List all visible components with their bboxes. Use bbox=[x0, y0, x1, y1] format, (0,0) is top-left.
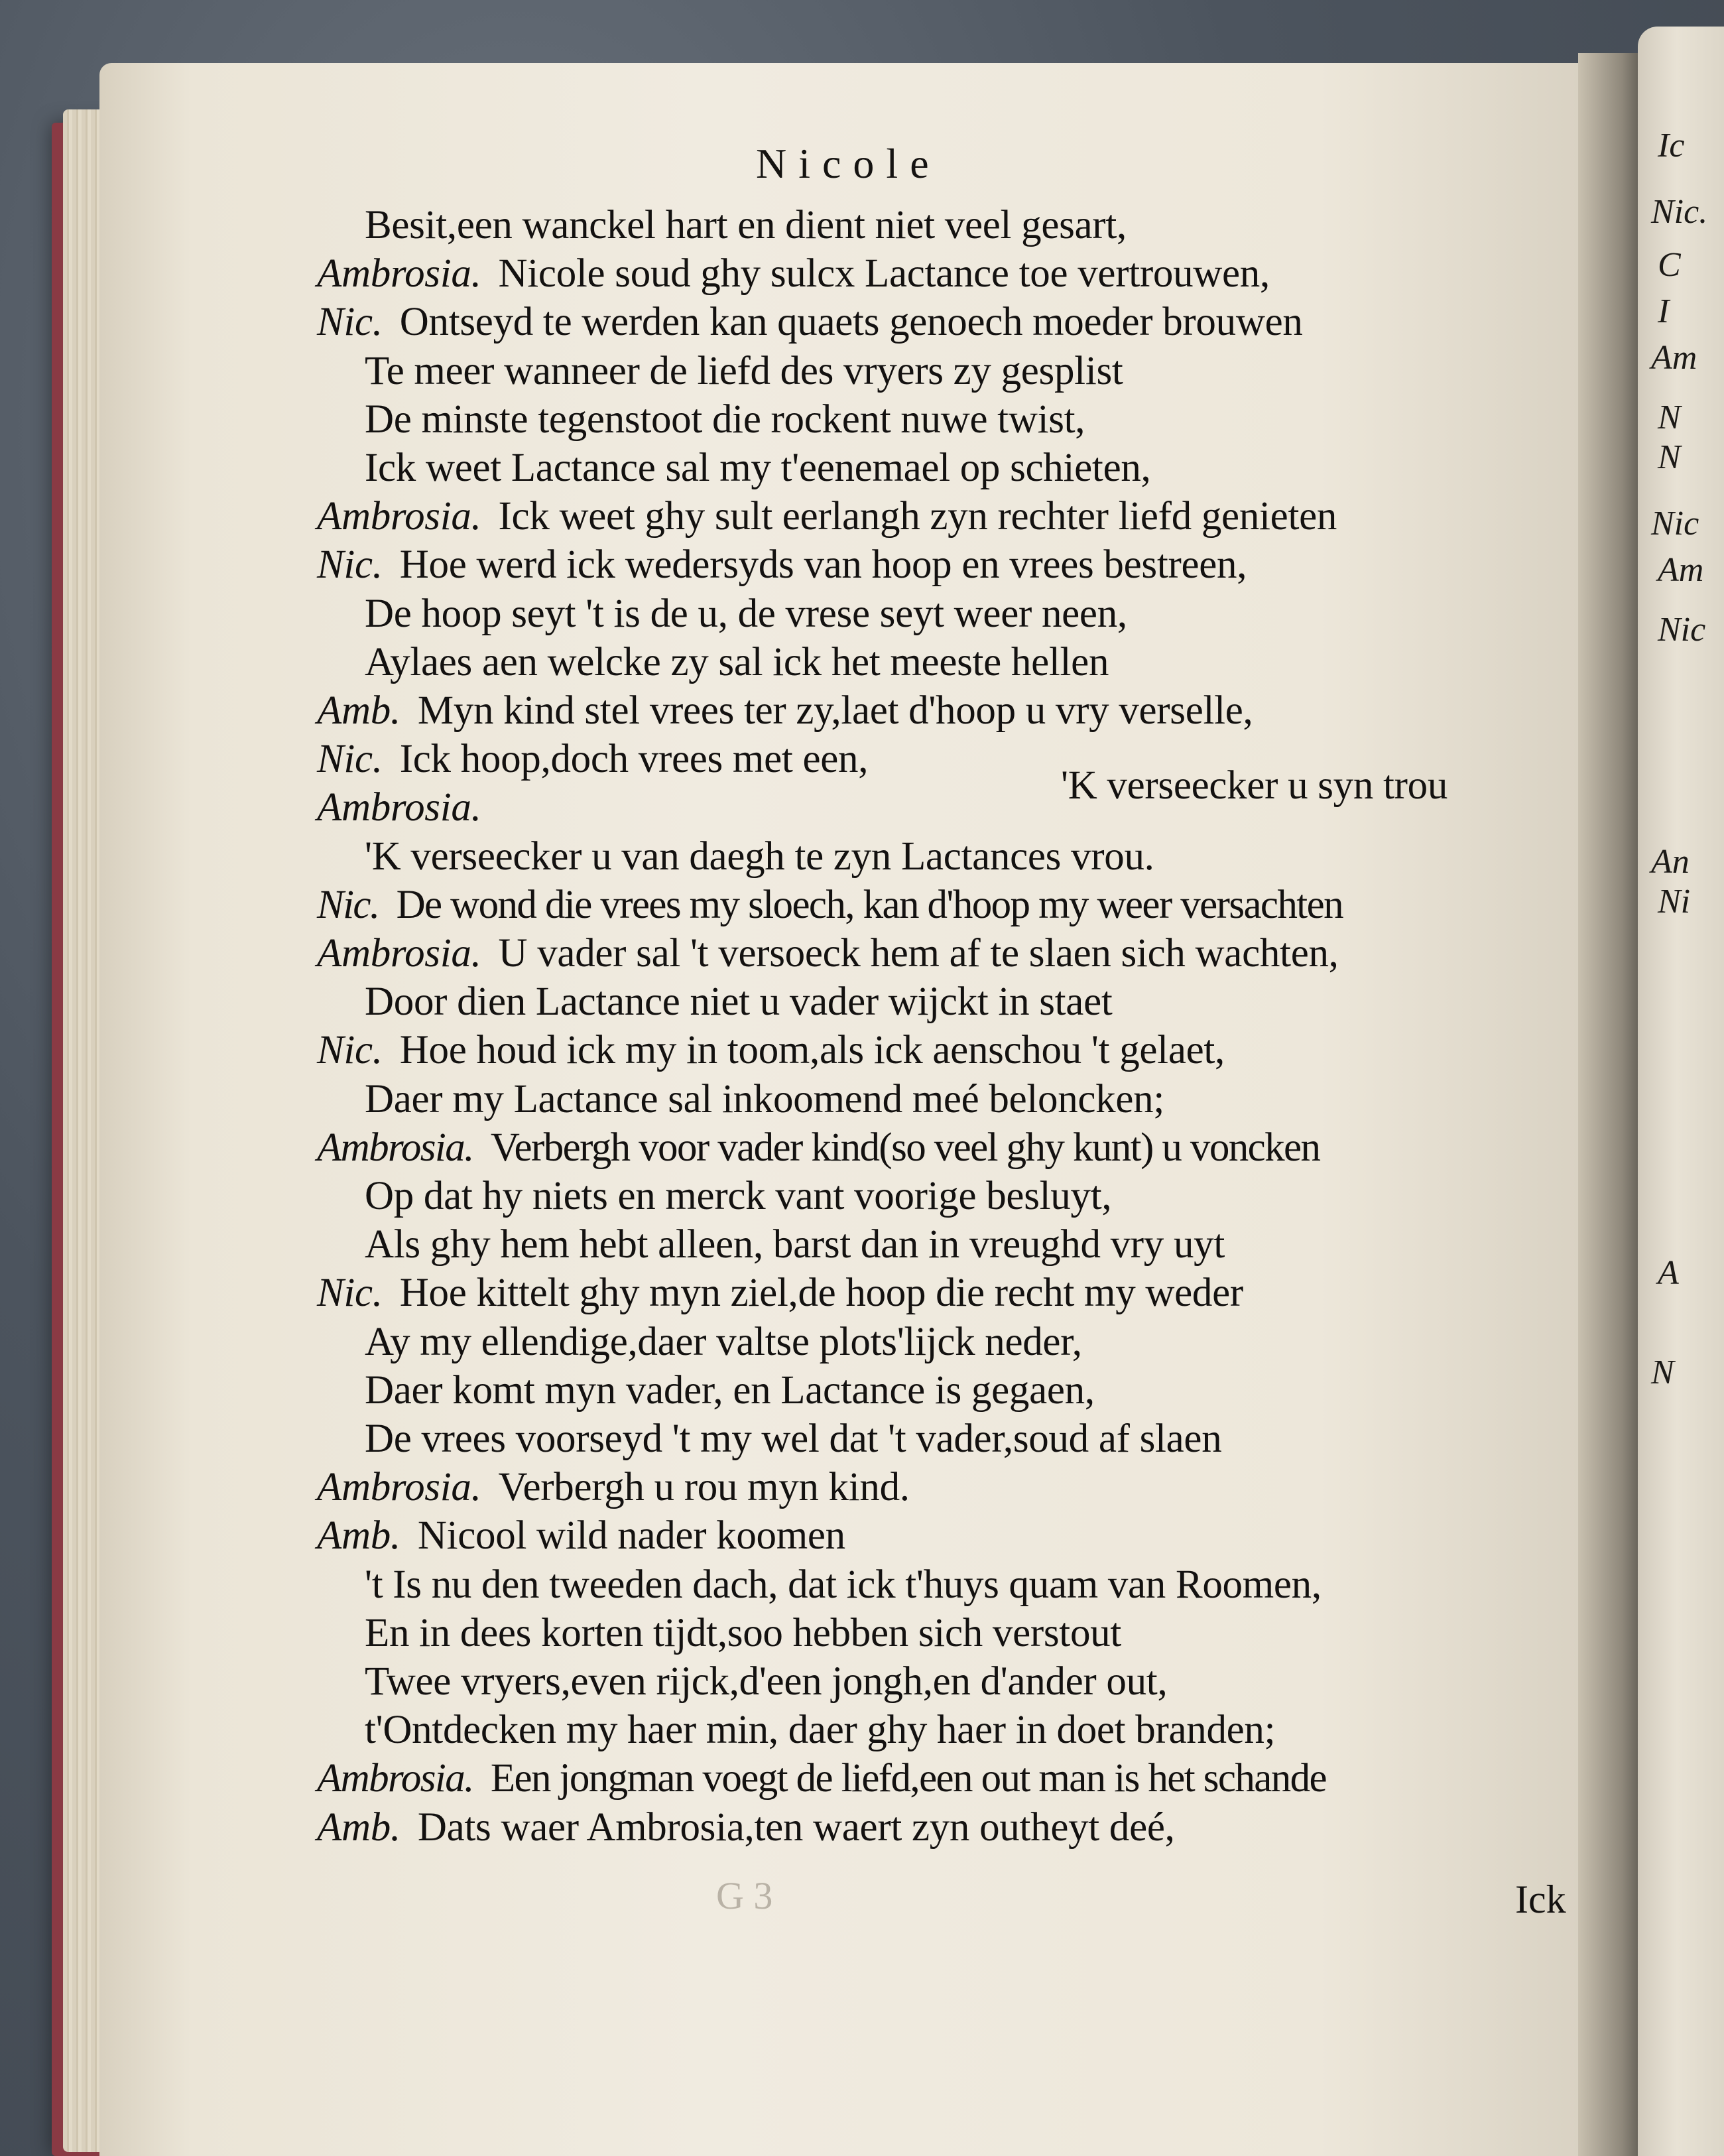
verse-line bbox=[317, 1805, 1175, 1851]
verse-line bbox=[317, 1464, 910, 1511]
verse-line bbox=[365, 397, 1085, 443]
verse-text: Ick hoop,doch vrees met een, bbox=[399, 737, 869, 782]
speaker-name: Ambrosia. bbox=[317, 1756, 473, 1801]
verse-line bbox=[317, 493, 1337, 540]
verse-line bbox=[365, 834, 1154, 880]
verse-line bbox=[317, 251, 1270, 297]
speaker-name: Nic. bbox=[317, 882, 379, 927]
verse-line bbox=[365, 591, 1127, 637]
verse-line bbox=[365, 1610, 1121, 1657]
verse-line bbox=[317, 882, 1343, 928]
verse-text: 't Is nu den tweeden dach, dat ick t'huys quam van Roomen, bbox=[365, 1562, 1322, 1607]
verse-text: Ick weet Lactance sal my t'eenemael op schieten, bbox=[365, 446, 1151, 490]
verse-text: De vrees voorseyd 't my wel dat 't vader,soud af slaen bbox=[365, 1417, 1222, 1461]
speaker-name: Amb. bbox=[317, 1805, 400, 1850]
facing-page-text: Am bbox=[1658, 551, 1704, 589]
verse-line bbox=[317, 1755, 1326, 1802]
verse-line bbox=[365, 1222, 1225, 1268]
verse-text: Ontseyd te werden kan quaets genoech moeder brouwen bbox=[399, 300, 1303, 345]
facing-page-text: Ni bbox=[1658, 883, 1691, 920]
verse-line bbox=[317, 736, 868, 783]
verse-text: Een jongman voegt de liefd,een out man is het schande bbox=[490, 1756, 1327, 1801]
speaker-name: Ambrosia. bbox=[317, 785, 481, 830]
speaker-name: Nic. bbox=[317, 542, 383, 588]
facing-page-text: N bbox=[1658, 438, 1681, 476]
verse-text: Door dien Lactance niet u vader wijckt in staet bbox=[365, 980, 1113, 1025]
verse-text: t'Ontdecken my haer min, daer ghy haer in doet branden; bbox=[365, 1708, 1276, 1753]
verse-text: De minste tegenstoot die rockent nuwe twist, bbox=[365, 397, 1085, 442]
facing-page-text: Nic. bbox=[1651, 193, 1708, 231]
verse-line bbox=[365, 445, 1151, 491]
verse-line bbox=[317, 1125, 1320, 1171]
verse-text: Nicole soud ghy sulcx Lactance toe vertrouwen, bbox=[498, 251, 1270, 296]
verse-text: Nicool wild nader koomen bbox=[417, 1513, 845, 1558]
verse-line bbox=[365, 1707, 1275, 1753]
verse-line bbox=[365, 1562, 1322, 1608]
verse-line bbox=[317, 1027, 1225, 1074]
verse-text: Daer my Lactance sal inkoomend meé beloncken; bbox=[365, 1076, 1164, 1121]
facing-page-text: C bbox=[1658, 246, 1681, 284]
speaker-name: Amb. bbox=[317, 1513, 400, 1558]
verse-text: De wond die vrees my sloech, kan d'hoop my weer versachten bbox=[396, 882, 1343, 927]
verse-text: Dats waer Ambrosia,ten waert zyn outheyt deé, bbox=[417, 1805, 1175, 1850]
verse-text: Te meer wanneer de liefd des vryers zy gesplist bbox=[365, 348, 1123, 393]
verse-line bbox=[365, 639, 1109, 686]
facing-page-text: N bbox=[1658, 399, 1681, 436]
verse-text: Twee vryers,even rijck,d'een jongh,en d'ander out, bbox=[365, 1659, 1168, 1704]
speaker-name: Nic. bbox=[317, 1028, 383, 1073]
facing-page-text: Am bbox=[1651, 339, 1697, 377]
verse-text: Hoe houd ick my in toom,als ick aenschou 't gelaet, bbox=[399, 1028, 1225, 1073]
running-header: Nicole bbox=[756, 140, 941, 187]
verse-text: Hoe werd ick wedersyds van hoop en vrees bestreen, bbox=[399, 542, 1247, 588]
verse-text: Hoe kittelt ghy myn ziel,de hoop die recht my weder bbox=[399, 1271, 1243, 1316]
verse-text: Besit,een wanckel hart en dient niet veel gesart, bbox=[365, 203, 1127, 247]
verse-line bbox=[365, 1659, 1167, 1705]
speaker-name: Ambrosia. bbox=[317, 1125, 473, 1170]
verse-text: U vader sal 't versoeck hem af te slaen sich wachten, bbox=[498, 931, 1339, 976]
verse-line bbox=[317, 785, 499, 831]
verse-line bbox=[317, 299, 1303, 346]
speaker-name: Ambrosia. bbox=[317, 494, 481, 539]
signature-mark: G 3 bbox=[716, 1874, 773, 1917]
verse-text: Myn kind stel vrees ter zy,laet d'hoop u vry verselle, bbox=[417, 688, 1253, 733]
verse-line bbox=[317, 688, 1253, 734]
speaker-name: Nic. bbox=[317, 1271, 383, 1316]
facing-page-text: Nic bbox=[1658, 611, 1706, 649]
verse-line bbox=[365, 348, 1123, 395]
verse-line bbox=[317, 930, 1339, 977]
verse-text: Aylaes aen welcke zy sal ick het meeste hellen bbox=[365, 639, 1109, 684]
speaker-name: Ambrosia. bbox=[317, 1465, 481, 1510]
verse-line bbox=[365, 1319, 1082, 1365]
facing-page-text: A bbox=[1658, 1254, 1679, 1292]
speaker-name: Nic. bbox=[317, 300, 383, 345]
facing-page-text: N bbox=[1651, 1354, 1674, 1391]
facing-page-text: Ic bbox=[1658, 127, 1685, 164]
verse-text: En in dees korten tijdt,soo hebben sich verstout bbox=[365, 1610, 1121, 1655]
speaker-name: Nic. bbox=[317, 737, 383, 782]
verse-text: 'K verseecker u van daegh te zyn Lactances vrou. bbox=[365, 834, 1154, 879]
verse-line-continuation: 'K verseecker u syn trou bbox=[1061, 763, 1448, 808]
verse-text: Verbergh u rou myn kind. bbox=[498, 1465, 910, 1510]
verse-line bbox=[365, 979, 1113, 1025]
verse-line bbox=[365, 1416, 1221, 1462]
speaker-name: Ambrosia. bbox=[317, 251, 481, 296]
verse-text: Ay my ellendige,daer valtse plots'lijck neder, bbox=[365, 1319, 1082, 1364]
speaker-name: Ambrosia. bbox=[317, 931, 481, 976]
facing-page-text: I bbox=[1658, 292, 1670, 330]
verse-text: Verbergh voor vader kind(so veel ghy kunt) u voncken bbox=[490, 1125, 1320, 1170]
verse-line bbox=[317, 542, 1247, 588]
catchword: Ick bbox=[1515, 1877, 1566, 1921]
verse-line bbox=[365, 202, 1127, 249]
verse-line bbox=[365, 1076, 1164, 1123]
verse-text: Op dat hy niets en merck vant voorige besluyt, bbox=[365, 1174, 1112, 1218]
verse-line bbox=[365, 1173, 1111, 1220]
verse-text: Als ghy hem hebt alleen, barst dan in vreughd vry uyt bbox=[365, 1222, 1225, 1267]
verse-line bbox=[317, 1270, 1243, 1316]
verse-line bbox=[365, 1367, 1095, 1414]
verse-line bbox=[317, 1513, 845, 1559]
speaker-name: Amb. bbox=[317, 688, 400, 733]
verse-text: Ick weet ghy sult eerlangh zyn rechter liefd genieten bbox=[498, 494, 1337, 539]
facing-page-text: Nic bbox=[1651, 505, 1699, 542]
facing-page-text: An bbox=[1651, 843, 1690, 881]
verse-text: De hoop seyt 't is de u, de vrese seyt weer neen, bbox=[365, 591, 1127, 636]
verse-text: Daer komt myn vader, en Lactance is gegaen, bbox=[365, 1367, 1095, 1413]
